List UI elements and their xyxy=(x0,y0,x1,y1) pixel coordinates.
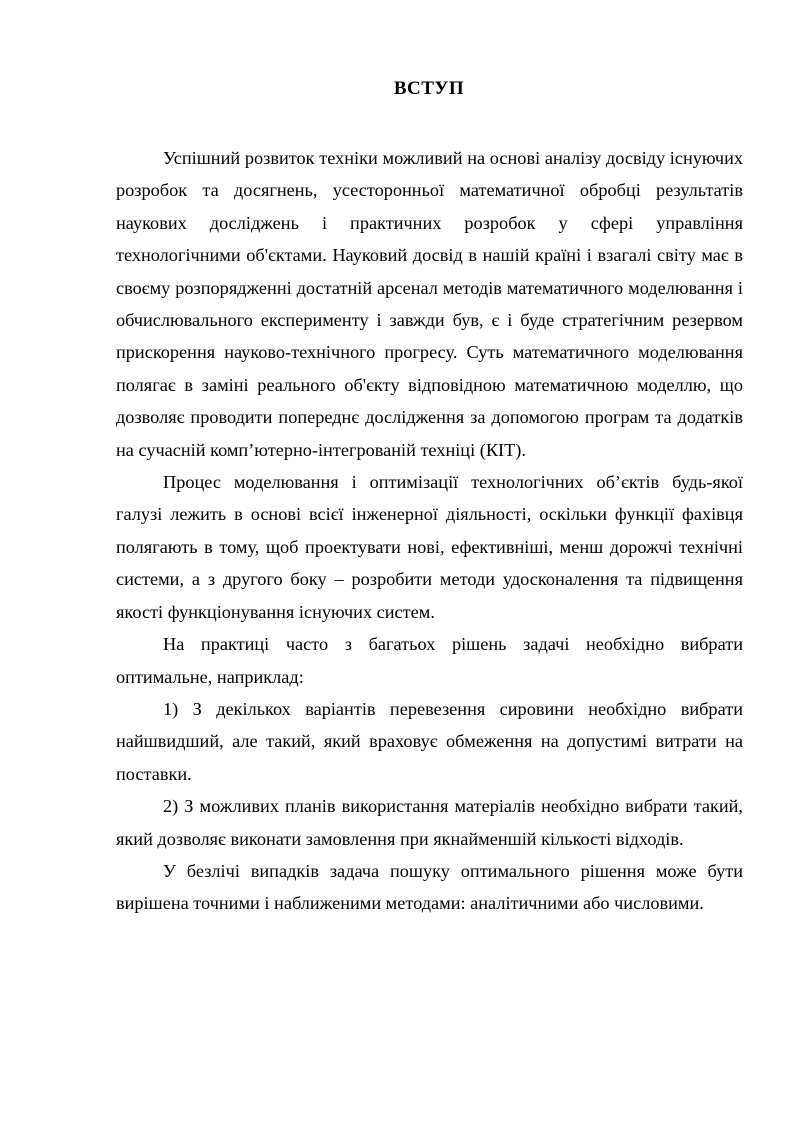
paragraph-intro: Успішний розвиток техніки можливий на основі аналізу досвіду існуючих розробок та досягнень, усесторонньої математичної обробці результатів наукових досліджень і практичних розробок у сфері управління технологічними об'єктами. Науковий досвід в нашій країні і взагалі світу має в своєму розпорядженні достатній арсенал методів математичного моделювання і обчислювального експерименту і завжди був, є і буде стратегічним резервом прискорення науково-технічного прогресу. Суть математичного моделювання полягає в заміні реального об'єкту відповідною математичною моделлю, що дозволяє проводити попереднє дослідження за допомогою програм та додатків на сучасній комп’ютерно-інтегрованій техніці (КІТ). xyxy=(116,148,743,460)
page-title: ВСТУП xyxy=(393,78,465,99)
paragraph-example-1: 1) З декількох варіантів перевезення сировини необхідно вибрати найшвидший, але такий, який враховує обмеження на допустимі витрати на поставки. xyxy=(116,698,743,784)
paragraph-conclusion: У безлічі випадків задача пошуку оптимального рішення може бути вирішена точними і наближеними методами: аналітичними або числовими. xyxy=(116,860,743,914)
document-body xyxy=(116,142,743,920)
paragraph-modeling-process: Процес моделювання і оптимізації технологічних об’єктів будь-якої галузі лежить в основі всієї інженерної діяльності, оскільки функції фахівця полягають в тому, щоб проектувати нові, ефективніші, менш дорожчі технічні системи, а з другого боку – розробити методи удосконалення та підвищення якості функціонування існуючих систем. xyxy=(116,472,743,622)
paragraph-example-2: 2) З можливих планів використання матеріалів необхідно вибрати такий, який дозволяє виконати замовлення при якнайменшій кількості відходів. xyxy=(116,796,743,849)
paragraph-practice: На практиці часто з багатьох рішень задачі необхідно вибрати оптимальне, наприклад: xyxy=(116,634,743,687)
